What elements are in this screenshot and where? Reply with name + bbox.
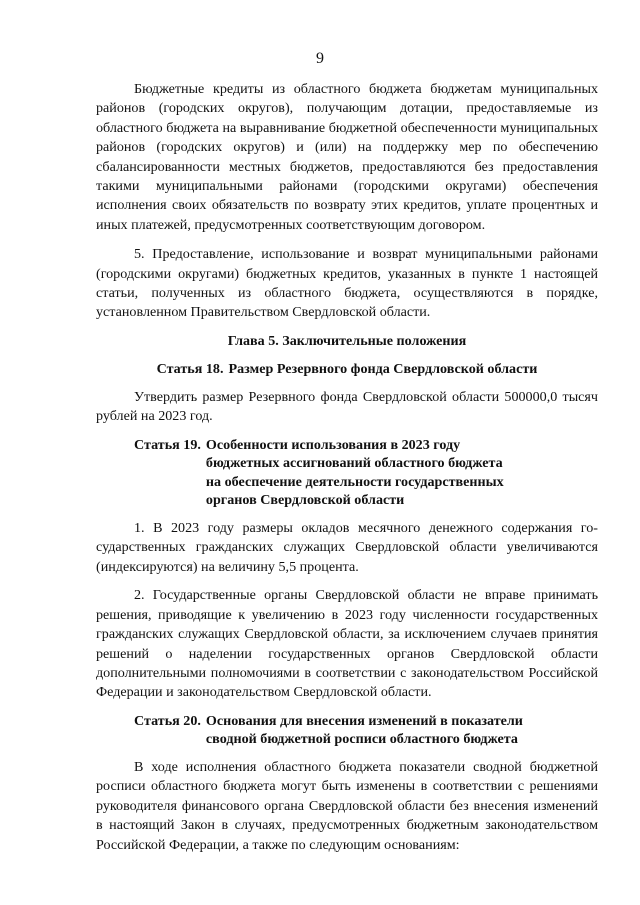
article-19-title-line: бюджетных ассигнований областного бюджета	[205, 455, 503, 472]
article-19-title-line: органов Свердловской области	[205, 492, 405, 509]
article-20-title-line: Основания для внесения изменений в показатели	[205, 712, 523, 729]
article-20-heading	[96, 712, 598, 749]
paragraph-item-5: 5. Предоставление, использование и возврат муниципальными районами (городскими округами) бюджетных кредитов, указанных в пункте 1 настоящей статьи, полученных из областного бюджета, осуществляются в порядке, установленном Правительством Свердловской области.	[96, 246, 598, 321]
chapter-5-heading: Глава 5. Заключительные положения	[227, 332, 467, 349]
article-19-label: Статья 19.	[134, 436, 201, 453]
paragraph-item-1-salaries: 1. В 2023 году размеры окладов месячного денежного содержания государственных гражданских служащих Свердловской области увеличиваются (индексируются) на величину 5,5 процента.	[96, 520, 598, 575]
paragraph-budget-changes: В ходе исполнения областного бюджета показатели сводной бюджетной росписи областного бюджета могут быть изменены в соответствии с решениями руководителя финансового органа Свердловской области без внесения изменений в настоящий Закон в случаях, предусмотренных бюджетным законодательством Российской Федерации, а также по следующим основаниям:	[96, 758, 598, 853]
article-18-label: Статья 18.	[156, 361, 224, 378]
article-19-title-line: на обеспечение деятельности государственных	[205, 473, 504, 490]
paragraph-reserve-fund: Утвердить размер Резервного фонда Свердловской области 500000,0 тысяч рублей на 2023 год.	[96, 388, 598, 425]
article-19-title-line: Особенности использования в 2023 году	[205, 436, 461, 453]
page-content	[96, 80, 598, 855]
article-19-heading	[96, 436, 598, 510]
article-19-title	[201, 436, 504, 510]
article-20-title	[201, 712, 523, 749]
paragraph-budget-credits: Бюджетные кредиты из областного бюджета бюджетам муниципальных районов (городских округов), получающим дотации, предоставляемые из областного бюджета на выравнивание бюджетной обеспеченности муниципальных районов (городских округов) и (или) на поддержку мер по обеспечению сбалансированности местных бюджетов, предоставляются без предоставления такими муниципальными районами (городскими округами) обеспечения исполнения своих обязательств по возврату этих кредитов, уплате процентных и иных платежей, предусмотренных соответствующим договором.	[96, 81, 598, 233]
page-number: 9	[316, 50, 324, 67]
article-18-heading	[96, 360, 598, 379]
article-18-title: Размер Резервного фонда Свердловской области	[228, 361, 538, 378]
article-20-title-line: сводной бюджетной росписи областного бюджета	[205, 731, 518, 748]
article-20-label: Статья 20.	[134, 712, 201, 729]
paragraph-item-2-staffing: 2. Государственные органы Свердловской области не вправе принимать решения, приводящие к увеличению в 2023 году численности государственных гражданских служащих Свердловской области, за исключением случаев принятия решений о наделении государственных органов Свердловской области дополнительными полномочиями в соответствии с законодательством Российской Федерации и законодательством Свердловской области.	[96, 587, 598, 701]
